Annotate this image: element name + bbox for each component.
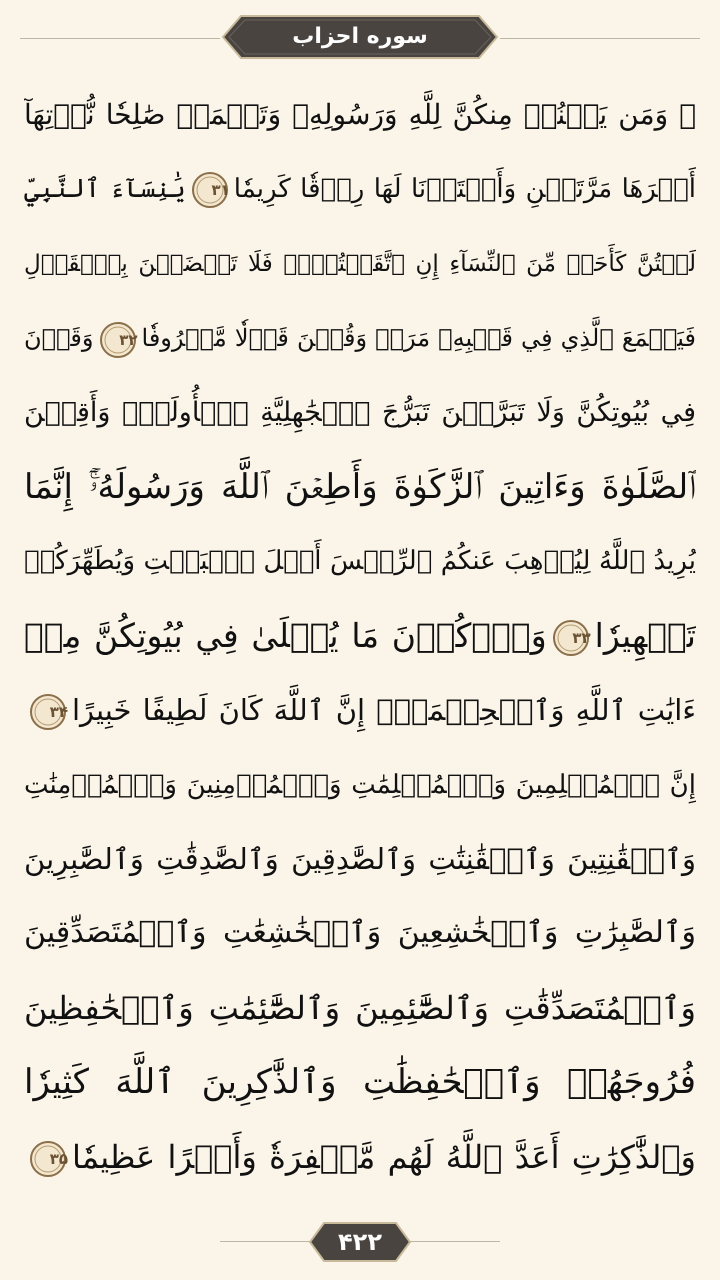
ayah-number-marker [190, 170, 230, 210]
ayah-number: ۳۱ [211, 181, 230, 200]
mushaf-page [24, 84, 696, 1200]
line-text: لَسۡتُنَّ كَأَحَدٖ مِّنَ ٱلنِّسَآءِ إِنِ ٱتَّقَيۡتُنَّۚ فَلَا تَخۡضَعۡنَ بِٱلۡقَوۡلِ [24, 250, 696, 277]
page-header [0, 0, 720, 80]
quran-line [24, 828, 696, 890]
line-text-after: وَقَرۡنَ [24, 324, 94, 353]
line-text: وَٱلۡمُتَصَدِّقَٰتِ وَٱلصَّٰٓئِمِينَ وَٱلصَّٰٓئِمَٰتِ وَٱلۡحَٰفِظِينَ [24, 988, 696, 1027]
line-text: وَٱلۡقَٰنِتِينَ وَٱلۡقَٰنِتَٰتِ وَٱلصَّٰدِقِينَ وَٱلصَّٰدِقَٰتِ وَٱلصَّٰبِرِينَ [24, 842, 696, 876]
quran-line [24, 1126, 696, 1188]
quran-line [24, 1051, 696, 1113]
ayah-number-marker [98, 320, 138, 360]
line-text: يُرِيدُ ٱللَّهُ لِيُذۡهِبَ عَنكُمُ ٱلرِّجۡسَ أَهۡلَ ٱلۡبَيۡتِ وَيُطَهِّرَكُمۡ [24, 546, 696, 577]
line-text: وَٱلذَّٰكِرَٰتِ أَعَدَّ ٱللَّهُ لَهُم مَّغۡفِرَةٗ وَأَجۡرًا عَظِيمٗا [72, 1137, 696, 1176]
line-text: فُرُوجَهُمۡ وَٱلۡحَٰفِظَٰتِ وَٱلذَّٰكِرِينَ ٱللَّهَ كَثِيرٗا [24, 1062, 696, 1103]
quran-line [24, 382, 696, 444]
quran-line [24, 456, 696, 518]
line-text: ٱلصَّلَوٰةَ وَءَاتِينَ ٱلزَّكَوٰةَ وَأَطِعۡنَ ٱللَّهَ وَرَسُولَهُۥٓۚ إِنَّمَا [24, 467, 696, 507]
line-text: فَيَطۡمَعَ ٱلَّذِي فِي قَلۡبِهِۦ مَرَضٞ وَقُلۡنَ قَوۡلٗا مَّعۡرُوفٗا [141, 324, 696, 353]
ayah-number: ۳۴ [49, 703, 68, 722]
header-divider-right [500, 38, 700, 39]
line-text: وَٱلصَّٰبِرَٰتِ وَٱلۡخَٰشِعِينَ وَٱلۡخَٰشِعَٰتِ وَٱلۡمُتَصَدِّقِينَ [24, 915, 696, 951]
ayah-number-marker [28, 692, 68, 732]
footer-divider-left [220, 1241, 310, 1242]
ayah-number-marker [551, 618, 591, 658]
ayah-number-marker [28, 1139, 68, 1179]
page-number-badge[interactable] [308, 1221, 412, 1263]
ayah-number: ۳۵ [49, 1150, 68, 1169]
header-divider-left [20, 38, 220, 39]
quran-line [24, 679, 696, 741]
quran-line [24, 84, 696, 146]
surah-title: سوره احزاب [292, 24, 428, 49]
quran-line [24, 158, 696, 220]
line-text: ءَايَٰتِ ٱللَّهِ وَٱلۡحِكۡمَةِۚ إِنَّ ٱللَّهَ كَانَ لَطِيفًا خَبِيرًا [72, 693, 696, 728]
page-number: ۴۲۲ [338, 1228, 382, 1256]
line-text: ۞ وَمَن يَقۡنُتۡ مِنكُنَّ لِلَّهِ وَرَسُولِهِۦ وَتَعۡمَلۡ صَٰلِحٗا نُّؤۡتِهَآ [24, 98, 696, 131]
quran-line [24, 605, 696, 667]
line-text-after: وَٱذۡكُرۡنَ مَا يُتۡلَىٰ فِي بُيُوتِكُنَّ مِنۡ [24, 615, 547, 655]
ayah-number: ۳۲ [119, 330, 138, 349]
page-footer [0, 1216, 720, 1266]
surah-title-badge[interactable] [221, 14, 499, 60]
quran-line [24, 977, 696, 1039]
line-text: إِنَّ ٱلۡمُسۡلِمِينَ وَٱلۡمُسۡلِمَٰتِ وَٱلۡمُؤۡمِنِينَ وَٱلۡمُؤۡمِنَٰتِ [24, 769, 696, 800]
quran-line [24, 307, 696, 369]
quran-line [24, 754, 696, 816]
quran-line [24, 530, 696, 592]
quran-line [24, 233, 696, 295]
line-text: تَطۡهِيرٗا [594, 615, 696, 655]
quran-line [24, 902, 696, 964]
ayah-number: ۳۳ [572, 628, 591, 647]
line-text-after: يَٰنِسَآءَ ٱلنَّبِيِّ [24, 174, 186, 205]
line-text: فِي بُيُوتِكُنَّ وَلَا تَبَرَّجۡنَ تَبَرُّجَ ٱلۡجَٰهِلِيَّةِ ٱلۡأُولَىٰۖ وَأَقِمۡنَ [24, 396, 696, 428]
footer-divider-right [410, 1241, 500, 1242]
line-text: أَجۡرَهَا مَرَّتَيۡنِ وَأَعۡتَدۡنَا لَهَا رِزۡقٗا كَرِيمٗا [233, 174, 696, 205]
